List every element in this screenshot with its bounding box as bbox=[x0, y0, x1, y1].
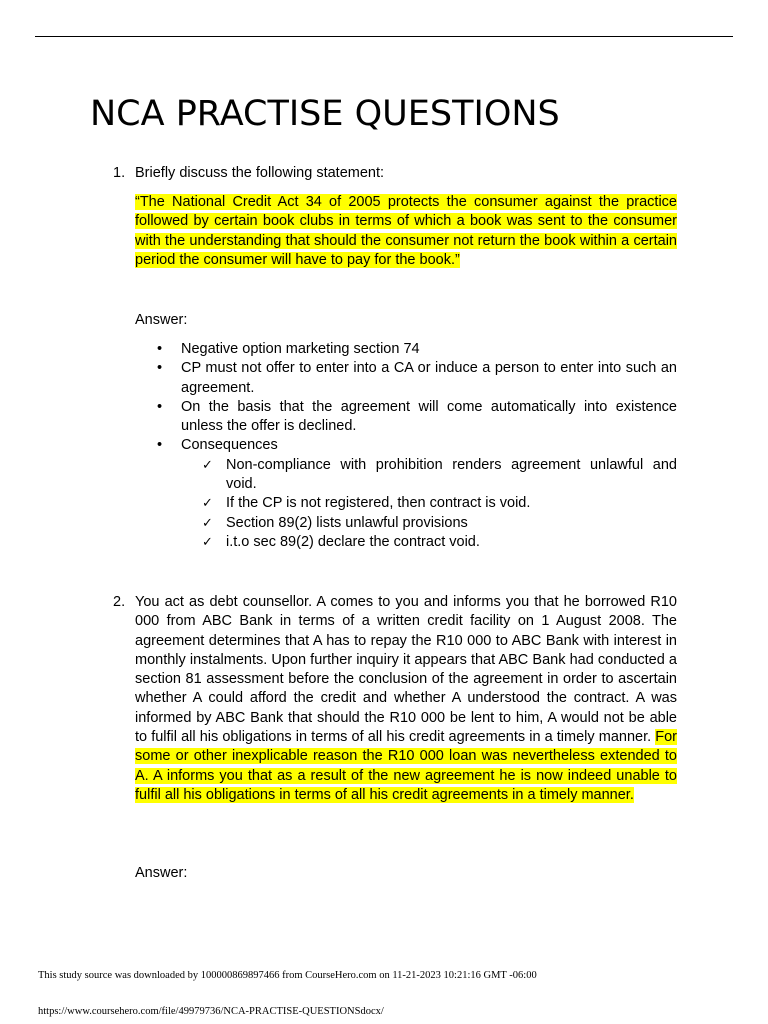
question-1-number: 1. bbox=[113, 165, 126, 181]
checkmark-icon: ✓ bbox=[202, 534, 213, 550]
checkmark-icon: ✓ bbox=[202, 515, 213, 531]
sub-list-item bbox=[181, 514, 677, 533]
list-item-text: Negative option marketing section 74 bbox=[181, 341, 420, 357]
question-1-prompt: Briefly discuss the following statement: bbox=[135, 165, 385, 181]
bullet-icon: • bbox=[157, 360, 163, 377]
checkmark-icon: ✓ bbox=[202, 496, 213, 512]
sub-list-item-text: Non-compliance with prohibition renders agreement unlawful and void. bbox=[226, 456, 677, 493]
question-1-answer-list bbox=[135, 340, 677, 552]
source-url[interactable]: https://www.coursehero.com/file/49979736/NCA-PRACTISE-QUESTIONSdocx/ bbox=[38, 1006, 384, 1017]
question-1-quote bbox=[135, 193, 677, 270]
question-2-number: 2. bbox=[113, 594, 126, 610]
sub-list-item-text: If the CP is not registered, then contract is void. bbox=[226, 495, 531, 512]
list-item bbox=[135, 436, 677, 552]
list-item bbox=[135, 340, 677, 359]
question-2-text-highlight: For some or other inexplicable reason the R10 000 loan was nevertheless extended to A. A informs you that as a result of the new agreement he is now indeed unable to fulfil all his obligations in terms of all his credit agreements in a timely manner. bbox=[135, 729, 678, 803]
list-item bbox=[135, 359, 677, 398]
sub-list-item bbox=[181, 494, 677, 513]
list-item bbox=[135, 398, 677, 437]
sub-list-item bbox=[181, 456, 677, 495]
sub-list-item bbox=[181, 533, 677, 552]
bullet-icon: • bbox=[157, 437, 163, 454]
consequences-sublist bbox=[181, 456, 677, 552]
checkmark-icon: ✓ bbox=[202, 457, 213, 473]
sub-list-item-text: Section 89(2) lists unlawful provisions bbox=[226, 514, 468, 531]
bullet-icon: • bbox=[157, 398, 163, 415]
bullet-icon: • bbox=[157, 341, 163, 357]
question-1-answer-label: Answer: bbox=[135, 312, 188, 328]
list-item-text: Consequences bbox=[181, 437, 278, 454]
download-note: This study source was downloaded by 100000869897466 from CourseHero.com on 11-21-2023 10:21:16 GMT -06:00 bbox=[38, 970, 537, 981]
question-1-quote-highlight: “The National Credit Act 34 of 2005 protects the consumer against the practice followed by certain book clubs in terms of which a book was sent to the consumer with the understanding that should the consumer not return the book within a certain period the consumer will have to pay for the book.” bbox=[135, 194, 677, 268]
list-item-text: On the basis that the agreement will come automatically into existence unless the offer is declined. bbox=[181, 398, 677, 435]
question-2-text bbox=[135, 593, 677, 805]
question-2-text-plain: You act as debt counsellor. A comes to you and informs you that he borrowed R10 000 from ABC Bank in terms of a written credit facility on 1 August 2008. The agreement determines that A has to repay the R10 000 to ABC Bank with interest in monthly instalments. Upon further inquiry it appears that ABC Bank had conducted a section 81 assessment before the conclusion of the agreement in order to ascertain whether A could afford the credit and whether A understood the contract. A was informed by ABC Bank that should the R10 000 be lent to him, A would not be able to fulfil all his obligations in terms of all his credit agreements in a timely manner. bbox=[135, 594, 677, 746]
question-2-answer-label: Answer: bbox=[135, 865, 188, 881]
header-rule bbox=[35, 36, 733, 37]
page-title: NCA PRACTISE QUESTIONS bbox=[90, 94, 560, 134]
list-item-text: CP must not offer to enter into a CA or induce a person to enter into such an agreement. bbox=[181, 360, 677, 396]
sub-list-item-text: i.t.o sec 89(2) declare the contract void. bbox=[226, 533, 480, 550]
